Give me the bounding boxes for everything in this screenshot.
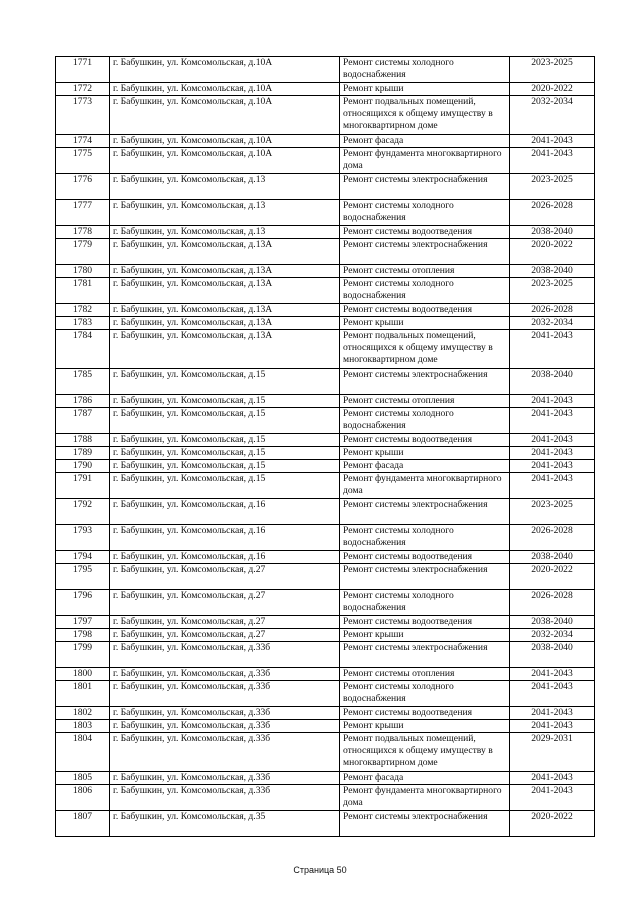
row-number-cell: 1790 [56,460,110,473]
address-cell: г. Бабушкин, ул. Комсомольская, д.13 [110,200,340,226]
work-type-cell: Ремонт системы холодного водоснабжения [340,200,510,226]
work-type-cell: Ремонт фундамента многоквартирного дома [340,785,510,811]
address-cell: г. Бабушкин, ул. Комсомольская, д.33б [110,681,340,707]
period-cell: 2038-2040 [510,551,595,564]
table-row [56,668,595,681]
work-type-cell: Ремонт системы холодного водоснабжения [340,590,510,616]
address-cell: г. Бабушкин, ул. Комсомольская, д.10А [110,96,340,135]
address-cell: г. Бабушкин, ул. Комсомольская, д.13А [110,265,340,278]
row-number-cell: 1802 [56,707,110,720]
table-row [56,720,595,733]
page-number-label: Страница 50 [293,865,347,875]
table-row [56,408,595,434]
table-row [56,447,595,460]
row-number-cell: 1787 [56,408,110,434]
table-row [56,83,595,96]
row-number-cell: 1807 [56,811,110,837]
row-number-cell: 1782 [56,304,110,317]
table-row [56,785,595,811]
work-type-cell: Ремонт системы водоотведения [340,434,510,447]
address-cell: г. Бабушкин, ул. Комсомольская, д.15 [110,408,340,434]
row-number-cell: 1789 [56,447,110,460]
work-type-cell: Ремонт системы холодного водоснабжения [340,681,510,707]
period-cell: 2026-2028 [510,200,595,226]
address-cell: г. Бабушкин, ул. Комсомольская, д.13А [110,304,340,317]
address-cell: г. Бабушкин, ул. Комсомольская, д.27 [110,616,340,629]
row-number-cell: 1786 [56,395,110,408]
work-type-cell: Ремонт системы водоотведения [340,707,510,720]
address-cell: г. Бабушкин, ул. Комсомольская, д.33б [110,772,340,785]
table-row [56,265,595,278]
address-cell: г. Бабушкин, ул. Комсомольская, д.33б [110,720,340,733]
table-row [56,135,595,148]
period-cell: 2038-2040 [510,226,595,239]
address-cell: г. Бабушкин, ул. Комсомольская, д.33б [110,733,340,772]
row-number-cell: 1801 [56,681,110,707]
address-cell: г. Бабушкин, ул. Комсомольская, д.13А [110,239,340,265]
row-number-cell: 1781 [56,278,110,304]
work-type-cell: Ремонт крыши [340,447,510,460]
document-page [55,56,595,837]
work-type-cell: Ремонт системы водоотведения [340,226,510,239]
work-type-cell: Ремонт крыши [340,629,510,642]
work-type-cell: Ремонт системы отопления [340,395,510,408]
row-number-cell: 1777 [56,200,110,226]
row-number-cell: 1805 [56,772,110,785]
row-number-cell: 1795 [56,564,110,590]
period-cell: 2023-2025 [510,499,595,525]
table-row [56,174,595,200]
work-type-cell: Ремонт фасада [340,135,510,148]
row-number-cell: 1772 [56,83,110,96]
address-cell: г. Бабушкин, ул. Комсомольская, д.16 [110,525,340,551]
row-number-cell: 1778 [56,226,110,239]
work-type-cell: Ремонт подвальных помещений, относящихся к общему имуществу в многоквартирном доме [340,733,510,772]
work-type-cell: Ремонт системы холодного водоснабжения [340,408,510,434]
table-row [56,551,595,564]
work-type-cell: Ремонт системы электроснабжения [340,174,510,200]
table-row [56,707,595,720]
period-cell: 2041-2043 [510,473,595,499]
address-cell: г. Бабушкин, ул. Комсомольская, д.10А [110,135,340,148]
row-number-cell: 1785 [56,369,110,395]
table-row [56,96,595,135]
address-cell: г. Бабушкин, ул. Комсомольская, д.33б [110,707,340,720]
table-row [56,57,595,83]
work-type-cell: Ремонт системы холодного водоснабжения [340,57,510,83]
table-row [56,278,595,304]
period-cell: 2041-2043 [510,681,595,707]
address-cell: г. Бабушкин, ул. Комсомольская, д.27 [110,590,340,616]
period-cell: 2032-2034 [510,629,595,642]
row-number-cell: 1798 [56,629,110,642]
table-row [56,200,595,226]
period-cell: 2041-2043 [510,148,595,174]
period-cell: 2020-2022 [510,239,595,265]
period-cell: 2026-2028 [510,304,595,317]
work-type-cell: Ремонт системы холодного водоснабжения [340,525,510,551]
period-cell: 2041-2043 [510,395,595,408]
work-type-cell: Ремонт фасада [340,460,510,473]
table-row [56,369,595,395]
address-cell: г. Бабушкин, ул. Комсомольская, д.33б [110,668,340,681]
table-row [56,772,595,785]
period-cell: 2020-2022 [510,564,595,590]
period-cell: 2023-2025 [510,174,595,200]
period-cell: 2041-2043 [510,720,595,733]
work-type-cell: Ремонт фундамента многоквартирного дома [340,473,510,499]
work-type-cell: Ремонт системы водоотведения [340,304,510,317]
table-row [56,733,595,772]
period-cell: 2038-2040 [510,616,595,629]
row-number-cell: 1792 [56,499,110,525]
period-cell: 2041-2043 [510,434,595,447]
row-number-cell: 1771 [56,57,110,83]
work-type-cell: Ремонт системы электроснабжения [340,642,510,668]
period-cell: 2023-2025 [510,278,595,304]
address-cell: г. Бабушкин, ул. Комсомольская, д.15 [110,434,340,447]
period-cell: 2032-2034 [510,317,595,330]
work-type-cell: Ремонт системы водоотведения [340,551,510,564]
work-type-cell: Ремонт системы электроснабжения [340,239,510,265]
page-footer [0,865,640,875]
row-number-cell: 1783 [56,317,110,330]
work-type-cell: Ремонт подвальных помещений, относящихся к общему имуществу в многоквартирном доме [340,96,510,135]
row-number-cell: 1794 [56,551,110,564]
address-cell: г. Бабушкин, ул. Комсомольская, д.13А [110,330,340,369]
address-cell: г. Бабушкин, ул. Комсомольская, д.35 [110,811,340,837]
row-number-cell: 1780 [56,265,110,278]
address-cell: г. Бабушкин, ул. Комсомольская, д.15 [110,460,340,473]
address-cell: г. Бабушкин, ул. Комсомольская, д.15 [110,473,340,499]
table-row [56,525,595,551]
row-number-cell: 1774 [56,135,110,148]
period-cell: 2041-2043 [510,785,595,811]
row-number-cell: 1775 [56,148,110,174]
address-cell: г. Бабушкин, ул. Комсомольская, д.10А [110,83,340,96]
table-row [56,226,595,239]
row-number-cell: 1784 [56,330,110,369]
work-type-cell: Ремонт крыши [340,83,510,96]
table-row [56,616,595,629]
table-row [56,590,595,616]
row-number-cell: 1793 [56,525,110,551]
work-type-cell: Ремонт системы водоотведения [340,616,510,629]
period-cell: 2041-2043 [510,330,595,369]
table-row [56,330,595,369]
address-cell: г. Бабушкин, ул. Комсомольская, д.15 [110,395,340,408]
period-cell: 2041-2043 [510,447,595,460]
period-cell: 2041-2043 [510,668,595,681]
row-number-cell: 1803 [56,720,110,733]
work-type-cell: Ремонт фундамента многоквартирного дома [340,148,510,174]
address-cell: г. Бабушкин, ул. Комсомольская, д.33б [110,642,340,668]
address-cell: г. Бабушкин, ул. Комсомольская, д.13А [110,278,340,304]
row-number-cell: 1779 [56,239,110,265]
address-cell: г. Бабушкин, ул. Комсомольская, д.16 [110,551,340,564]
table-row [56,811,595,837]
row-number-cell: 1806 [56,785,110,811]
period-cell: 2038-2040 [510,369,595,395]
work-type-cell: Ремонт системы отопления [340,265,510,278]
address-cell: г. Бабушкин, ул. Комсомольская, д.10А [110,148,340,174]
row-number-cell: 1796 [56,590,110,616]
address-cell: г. Бабушкин, ул. Комсомольская, д.16 [110,499,340,525]
table-row [56,642,595,668]
work-type-cell: Ремонт системы электроснабжения [340,369,510,395]
address-cell: г. Бабушкин, ул. Комсомольская, д.15 [110,369,340,395]
row-number-cell: 1776 [56,174,110,200]
period-cell: 2020-2022 [510,811,595,837]
work-type-cell: Ремонт крыши [340,720,510,733]
row-number-cell: 1799 [56,642,110,668]
period-cell: 2032-2034 [510,96,595,135]
table-row [56,564,595,590]
work-type-cell: Ремонт системы электроснабжения [340,499,510,525]
repair-schedule-body [56,57,595,837]
row-number-cell: 1804 [56,733,110,772]
work-type-cell: Ремонт системы отопления [340,668,510,681]
work-type-cell: Ремонт подвальных помещений, относящихся к общему имуществу в многоквартирном доме [340,330,510,369]
table-row [56,681,595,707]
address-cell: г. Бабушкин, ул. Комсомольская, д.13 [110,174,340,200]
table-row [56,239,595,265]
address-cell: г. Бабушкин, ул. Комсомольская, д.13 [110,226,340,239]
address-cell: г. Бабушкин, ул. Комсомольская, д.33б [110,785,340,811]
table-row [56,460,595,473]
row-number-cell: 1797 [56,616,110,629]
row-number-cell: 1788 [56,434,110,447]
period-cell: 2041-2043 [510,772,595,785]
work-type-cell: Ремонт системы электроснабжения [340,811,510,837]
address-cell: г. Бабушкин, ул. Комсомольская, д.10А [110,57,340,83]
repair-schedule-table [55,56,595,837]
period-cell: 2029-2031 [510,733,595,772]
address-cell: г. Бабушкин, ул. Комсомольская, д.15 [110,447,340,460]
row-number-cell: 1773 [56,96,110,135]
period-cell: 2041-2043 [510,408,595,434]
work-type-cell: Ремонт крыши [340,317,510,330]
row-number-cell: 1800 [56,668,110,681]
table-row [56,395,595,408]
address-cell: г. Бабушкин, ул. Комсомольская, д.13А [110,317,340,330]
table-row [56,148,595,174]
period-cell: 2038-2040 [510,265,595,278]
period-cell: 2041-2043 [510,460,595,473]
period-cell: 2041-2043 [510,707,595,720]
table-row [56,317,595,330]
period-cell: 2020-2022 [510,83,595,96]
work-type-cell: Ремонт системы холодного водоснабжения [340,278,510,304]
row-number-cell: 1791 [56,473,110,499]
table-row [56,304,595,317]
period-cell: 2026-2028 [510,590,595,616]
work-type-cell: Ремонт системы электроснабжения [340,564,510,590]
address-cell: г. Бабушкин, ул. Комсомольская, д.27 [110,564,340,590]
table-row [56,434,595,447]
period-cell: 2026-2028 [510,525,595,551]
period-cell: 2023-2025 [510,57,595,83]
table-row [56,499,595,525]
work-type-cell: Ремонт фасада [340,772,510,785]
address-cell: г. Бабушкин, ул. Комсомольская, д.27 [110,629,340,642]
table-row [56,473,595,499]
period-cell: 2041-2043 [510,135,595,148]
table-row [56,629,595,642]
period-cell: 2038-2040 [510,642,595,668]
